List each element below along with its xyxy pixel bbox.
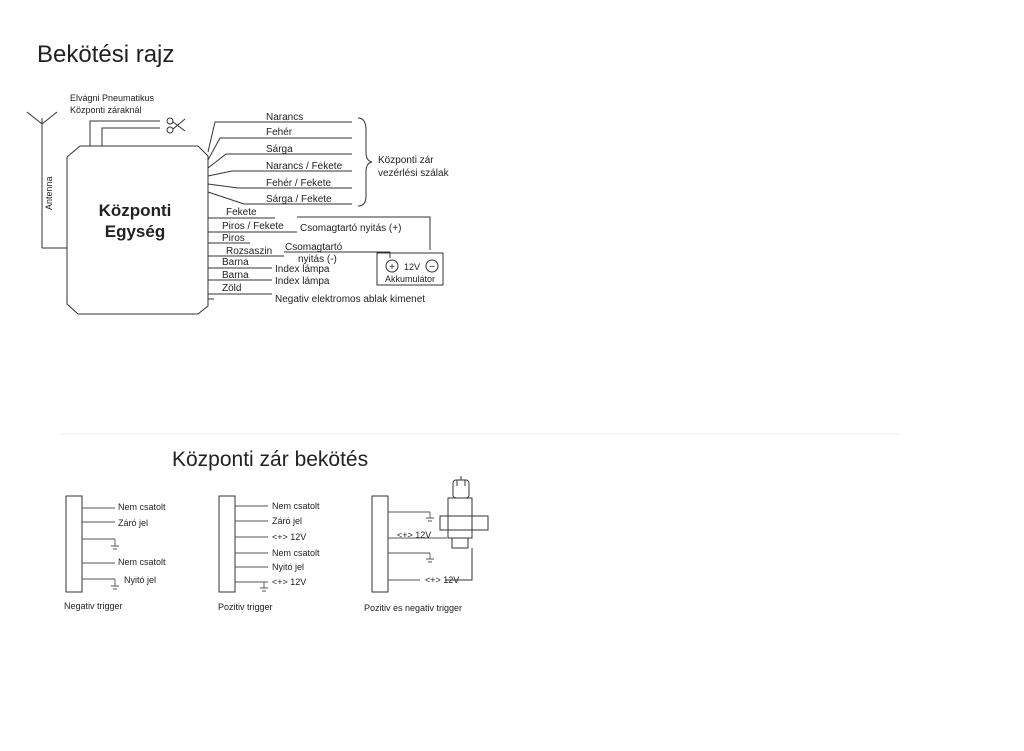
lock-wire-label: Fehér — [266, 127, 293, 138]
lower-wire-label: Fekete — [226, 207, 257, 218]
top-note-line2: Központi záraknál — [70, 105, 142, 115]
ground-icon — [260, 582, 268, 591]
positive-wire-label: Záró jel — [272, 516, 303, 526]
negative-caption: Negativ trigger — [64, 601, 123, 611]
trunk-minus-label-line2: nyitás (-) — [298, 254, 337, 265]
lower-wire-label: Piros — [222, 233, 245, 244]
negative-connector — [66, 496, 82, 592]
positive-wire-label: Nem csatolt — [272, 501, 320, 511]
negative-wire-label: Záró jel — [118, 518, 149, 528]
lock-wire-label: Narancs / Fekete — [266, 161, 343, 172]
index-lamp-1-label: Index lámpa — [275, 264, 330, 275]
ground-icon — [426, 512, 434, 521]
lock-wire-label: Fehér / Fekete — [266, 178, 332, 189]
lower-wire-label: Piros / Fekete — [222, 221, 284, 232]
lock-group-label-line2: vezérlési szálak — [378, 168, 449, 179]
combined-wire-label: <+> 12V — [397, 530, 432, 540]
negative-wire-label: Nem csatolt — [118, 502, 166, 512]
battery-minus: − — [429, 262, 435, 273]
lock-wire-label: Sárga / Fekete — [266, 194, 332, 205]
combined-wires — [388, 512, 447, 580]
ground-icon — [111, 579, 119, 589]
antenna-label: Antenna — [44, 176, 54, 210]
window-output-label: Negativ elektromos ablak kimenet — [275, 294, 426, 305]
unit-label-line1: Központi — [98, 201, 172, 220]
positive-wire-label: <+> 12V — [272, 532, 307, 542]
lower-wire-label: Zöld — [222, 283, 242, 294]
battery-label: Akkumulátor — [384, 274, 436, 284]
positive-wire-label: Nem csatolt — [272, 548, 320, 558]
lower-wire-label: Barna — [222, 257, 249, 268]
negative-wire-label: Nem csatolt — [118, 557, 166, 567]
trunk-minus-label-line1: Csomagtartó — [285, 242, 343, 253]
unit-label-line2: Egység — [104, 222, 166, 241]
positive-caption: Pozitiv trigger — [218, 602, 273, 612]
positive-wire-label: Nyitó jel — [272, 562, 305, 572]
positive-wire-label: <+> 12V — [272, 577, 307, 587]
lower-wire-label: Barna — [222, 270, 249, 281]
negative-wire-label: Nyitó jel — [124, 575, 157, 585]
lock-diagram-title: Központi zár bekötés — [172, 448, 369, 471]
scissors-icon — [167, 118, 185, 133]
lock-actuator-icon — [440, 476, 488, 580]
combined-connector — [372, 496, 388, 592]
ground-icon — [111, 539, 119, 549]
positive-connector — [219, 496, 235, 592]
battery-voltage: 12V — [403, 262, 421, 272]
top-note-line1: Elvágni Pneumatikus — [70, 93, 155, 103]
index-lamp-2-label: Index lámpa — [275, 276, 330, 287]
lock-group-label-line1: Központi zár — [378, 155, 434, 166]
negative-wires — [82, 508, 115, 579]
lock-wire-label: Narancs — [266, 112, 304, 123]
lower-wire-label: Rozsaszin — [226, 246, 273, 257]
combined-caption: Pozitiv es negativ trigger — [364, 603, 463, 613]
trunk-plus-label: Csomagtartó nyitás (+) — [300, 223, 402, 234]
ground-icon — [426, 553, 434, 562]
positive-wires — [235, 506, 268, 582]
lock-wire-label: Sárga — [266, 144, 293, 155]
main-diagram-title: Bekötési rajz — [37, 41, 175, 68]
pneumatic-wires — [90, 121, 160, 146]
combined-wire-label: <+> 12V — [425, 575, 460, 585]
battery-plus: + — [389, 262, 395, 273]
lock-group-brace — [358, 118, 372, 206]
